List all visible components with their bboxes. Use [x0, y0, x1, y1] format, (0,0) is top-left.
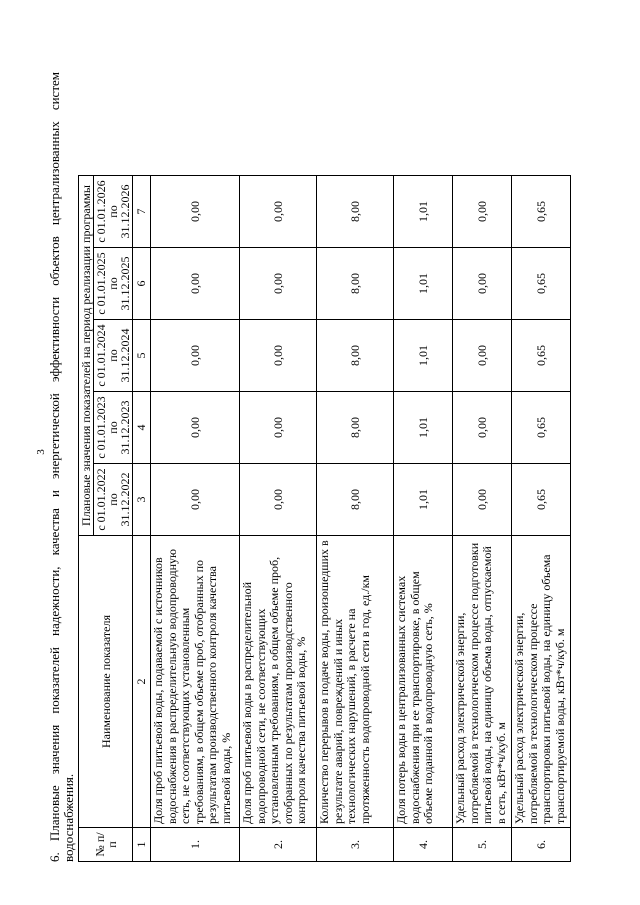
row-index: 6.	[512, 828, 571, 862]
indicator-value: 0,00	[151, 392, 240, 464]
indicator-value: 8,00	[317, 464, 394, 536]
indicator-value: 0,65	[512, 392, 571, 464]
indicator-value: 1,01	[394, 248, 453, 320]
indicator-value: 0,00	[240, 248, 317, 320]
table-row	[394, 176, 453, 862]
indicator-value: 0,00	[453, 464, 512, 536]
indicator-name: Удельный расход электрической энергии, потребляемой в технологическом процессе транспортировки питьевой воды, на единицу объема транспортируемой воды, кВт*ч/куб. м	[512, 536, 571, 828]
indicator-name: Доля проб питьевой воды, подаваемой с источников водоснабжения в распределительную водопроводную сеть, не соответствующих установленным требованиям, в общем объеме проб, отобранных по результатам производственного контроля качества питьевой воды, %	[151, 536, 240, 828]
col-number: 7	[133, 176, 151, 248]
indicator-name: Доля проб питьевой воды в распределительной водопроводной сети, не соответствующих установленным требованиям, в общем объеме проб, отобранных по результатам производственного контроля качества питьевой воды, %	[240, 536, 317, 828]
col-header-name: Наименование показателя	[79, 536, 133, 828]
indicator-value: 8,00	[317, 392, 394, 464]
indicator-value: 1,01	[394, 392, 453, 464]
col-number: 4	[133, 392, 151, 464]
indicator-value: 0,65	[512, 320, 571, 392]
indicator-value: 0,00	[240, 176, 317, 248]
col-number: 1	[133, 828, 151, 862]
table-row	[512, 176, 571, 862]
col-header-period: с 01.01.2025 по 31.12.2025	[94, 248, 133, 320]
row-index: 2.	[240, 828, 317, 862]
indicator-value: 0,65	[512, 464, 571, 536]
col-header-num: № п/п	[79, 828, 133, 862]
indicator-value: 0,00	[240, 392, 317, 464]
col-header-period: с 01.01.2022 по 31.12.2022	[94, 464, 133, 536]
indicator-value: 0,00	[453, 248, 512, 320]
indicator-value: 0,00	[151, 248, 240, 320]
indicator-name: Доля потерь воды в централизованных системах водоснабжения при ее транспортировке, в общем объеме поданной в водопроводную сеть, %	[394, 536, 453, 828]
indicator-value: 0,65	[512, 176, 571, 248]
table-row	[151, 176, 240, 862]
row-index: 5.	[453, 828, 512, 862]
col-header-period: с 01.01.2023 по 31.12.2023	[94, 392, 133, 464]
indicator-value: 0,65	[512, 248, 571, 320]
indicator-value: 1,01	[394, 464, 453, 536]
page-number: 3	[35, 449, 47, 455]
indicator-value: 8,00	[317, 320, 394, 392]
col-header-period: с 01.01.2026 по 31.12.2026	[94, 176, 133, 248]
indicator-value: 1,01	[394, 176, 453, 248]
indicator-value: 0,00	[151, 176, 240, 248]
col-header-period: с 01.01.2024 по 31.12.2024	[94, 320, 133, 392]
table-row	[317, 176, 394, 862]
indicator-value: 0,00	[240, 320, 317, 392]
rotated-sheet	[48, 66, 588, 862]
indicators-table-wrap	[78, 175, 571, 862]
indicator-value: 8,00	[317, 176, 394, 248]
section-heading: 6. Плановые значения показателей надежности, качества и энергетической эффективности объектов централизованных систем водоснабжения.	[47, 72, 76, 862]
table-row	[453, 176, 512, 862]
col-header-group: Плановые значения показателей на период реализации программы	[79, 176, 94, 536]
col-number: 5	[133, 320, 151, 392]
indicator-value: 0,00	[453, 320, 512, 392]
indicator-value: 1,01	[394, 320, 453, 392]
col-number: 6	[133, 248, 151, 320]
indicators-table	[78, 175, 571, 862]
table-row	[240, 176, 317, 862]
indicator-name: Количество перерывов в подаче воды, произошедших в результате аварий, повреждений и иных технологических нарушений, в расчете на протяженность водопроводной сети в год, ед./км	[317, 536, 394, 828]
indicator-value: 0,00	[151, 464, 240, 536]
indicator-name: Удельный расход электрической энергии, потребляемой в технологическом процессе подготовки питьевой воды, на единицу объема воды, отпускаемой в сеть, кВт*ч/куб. м	[453, 536, 512, 828]
row-index: 3.	[317, 828, 394, 862]
indicator-value: 0,00	[151, 320, 240, 392]
row-index: 1.	[151, 828, 240, 862]
indicator-value: 0,00	[453, 176, 512, 248]
indicator-value: 0,00	[240, 464, 317, 536]
col-number: 3	[133, 464, 151, 536]
col-number: 2	[133, 536, 151, 828]
row-index: 4.	[394, 828, 453, 862]
indicator-value: 8,00	[317, 248, 394, 320]
indicator-value: 0,00	[453, 392, 512, 464]
